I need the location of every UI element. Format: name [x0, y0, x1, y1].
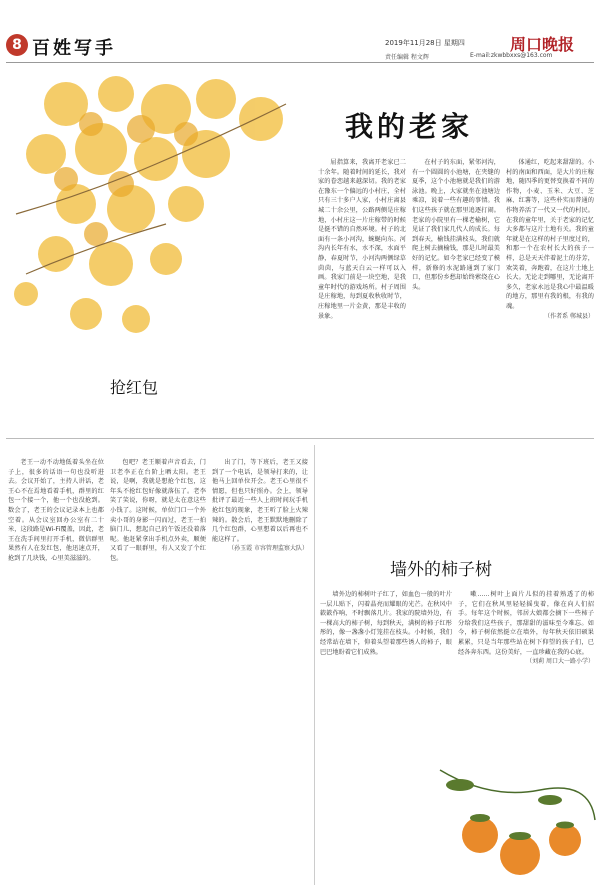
article2-text-3: 出了门，等下班后，老王又接到了一个电话，是领导打来的，让他马上回单位开会。老王心里很不情愿，但也只好照办。会上，领导批评了最近一些人上班时间玩手机抢红包的现象，老王听了脸上火辣辣的。散会后，老王默默地删除了几个红包群，心里想着以后再也不能这样了。 [212, 459, 308, 543]
article-title-persimmon-tree: 墙外的柿子树 [390, 560, 492, 580]
article1-text-3: 体通红，吃起来甜甜的。小村的南面和西面，是大片的庄稼地，随四季的更替变换着不同的作物，小麦、玉米、大豆、芝麻、红薯等，这些朴实而普通的作物养活了一代又一代的村民。在我的童年里，关于老家的记忆大多都与这片土地有关。我的童年就是在这样的村子里度过的，和那一个在农村长大的孩子一样，总是天天伴着泥土的芬芳，欢笑着，奔跑着，在这片土地上长大。无论走到哪里，无论离开多久，老家永远是我心中最温暖的地方，那里有我的根，有我的魂。 [506, 159, 594, 310]
column-divider [314, 445, 315, 885]
header-divider [6, 62, 594, 63]
section-title: 百姓写手 [32, 38, 116, 59]
article2-text-1: 老王一动不动地低着头坐在位子上，很多的话语一句也没听进去。会议开始了，主持人讲话，老王心不在焉地看着手机，群里的红包一个接一个，他一个也没抢到。数会了，老王的会议记录本上也都空着。从会议室回办公室有二十米，这段路是Wi-Fi覆盖，因此，老王在洗手间里打开手机，微信群里果然有人在发红包，他迅速点开，抢到了几块钱，心里美滋滋的。 [8, 459, 104, 562]
section-divider [6, 438, 594, 439]
page-header [0, 0, 600, 60]
article2-column-3 [212, 458, 308, 883]
article2-column-1 [8, 458, 104, 883]
article-title-red-envelope: 抢红包 [110, 378, 159, 397]
article3-text-2: 嗽……树叶上面片儿似的挂着熟透了的柿子，它们在秋风里轻轻摇曳着，像在向人们招手。每年这个时候，邻居大娘都会摘下一些柿子分给我们这些孩子，那甜甜的滋味至今难忘。如今，柿子树依然挺立在墙外，每年秋天依旧硕果累累，只是当年那些站在树下仰望的孩子们，已经各奔东西。这份美好，一直珍藏在我的心底。 [458, 591, 594, 656]
article1-column-2 [412, 158, 500, 433]
article3-byline: （刘莉 周口大一路小学） [526, 658, 594, 666]
article-title-my-hometown: 我的老家 [345, 110, 474, 143]
article2-byline: （孙玉霞 市容管理监察大队） [228, 545, 308, 553]
paper-logo: 周口晚报 [510, 35, 575, 54]
article1-column-3 [506, 158, 594, 433]
editor-credit: 责任编辑 程文辉 [385, 54, 429, 61]
article3-column-2 [458, 590, 594, 765]
issue-date: 2019年11月28日 星期四 [385, 39, 465, 47]
article1-text-1: 屈指算来，我离开老家已二十余年。随着时间的延长，我对家的眷恋越来越深切。我的老家在豫东一个偏远的小村庄，全村只有三十多户人家，小村庄离县城二十余公里，公路两侧是庄稼地，小村庄这一片庄稼带的时候是挺不错的自然环境。村子的北面有一条小河沟，蜿蜒向东。河沟内长年有水，水不深，水面平静，春夏时节，小河沟两侧绿草茵茵，与蓝天白云一样可以入画。我家门前是一块空地，是我童年时代的游戏场所。村子周围是庄稼地，每到夏收秋收时节，庄稼地里一片金黄，那是丰收的景象。 [318, 159, 406, 320]
article3-text-1: 墙外边的柿树叶子红了，如血色一般的叶片一层儿贴下，闪着晶亮而耀眼的光芒。在秋风中簌簌作响，不时飘落几片。我家的院墙外边，有一棵高大的柿子树，每到秋天，满树的柿子红彤彤的，像一盏盏小灯笼挂在枝头。小时候，我们经常站在墙下，仰着头望着那些诱人的柿子，眼巴巴地盼着它们成熟。 [320, 591, 452, 656]
article2-text-2: 包吧？老王顺着声音看去，门卫老李正在台阶上晒太阳。老王说，是啊，我就是想抢个红包，这年头不抢红包好像就落伍了。老李笑了笑说，你呀，就是太在意这些小钱了。这时候，单位门口一个外卖小哥的身影一闪而过，老王一拍脑门儿，想起自己的午饭还没着落呢。他赶紧拿出手机点外卖，顺便又看了一眼群里，有人又发了个红包。 [110, 459, 206, 562]
article2-column-2 [110, 458, 206, 883]
article1-text-2: 在村子的东面，紧邻河沟，有一个圆圆的小池塘，在夹缝的夏季，这个小池塘就是我们的游泳池。晚上，大家就坐在池塘边乘凉，说着一些有趣的事情。我们这些孩子就在那里追逐打闹。老家的小院里有一棵老榆树，它见证了我们家几代人的成长。每到春天，榆钱挂满枝头，我们就爬上树去摘榆钱，那是儿时最美好的记忆。如今老家已经变了模样，新修的水泥路通到了家门口，但那份乡愁却始终萦绕在心头。 [412, 159, 500, 291]
ginkgo-leaves-illustration [6, 64, 336, 394]
article1-column-1 [318, 158, 406, 433]
article1-byline: （作者系 郸城县） [544, 312, 594, 320]
persimmon-illustration [420, 760, 600, 890]
page-number-badge: 8 [6, 34, 28, 56]
editor-email: E-mail:zkwbbxxs@163.com [470, 52, 553, 59]
